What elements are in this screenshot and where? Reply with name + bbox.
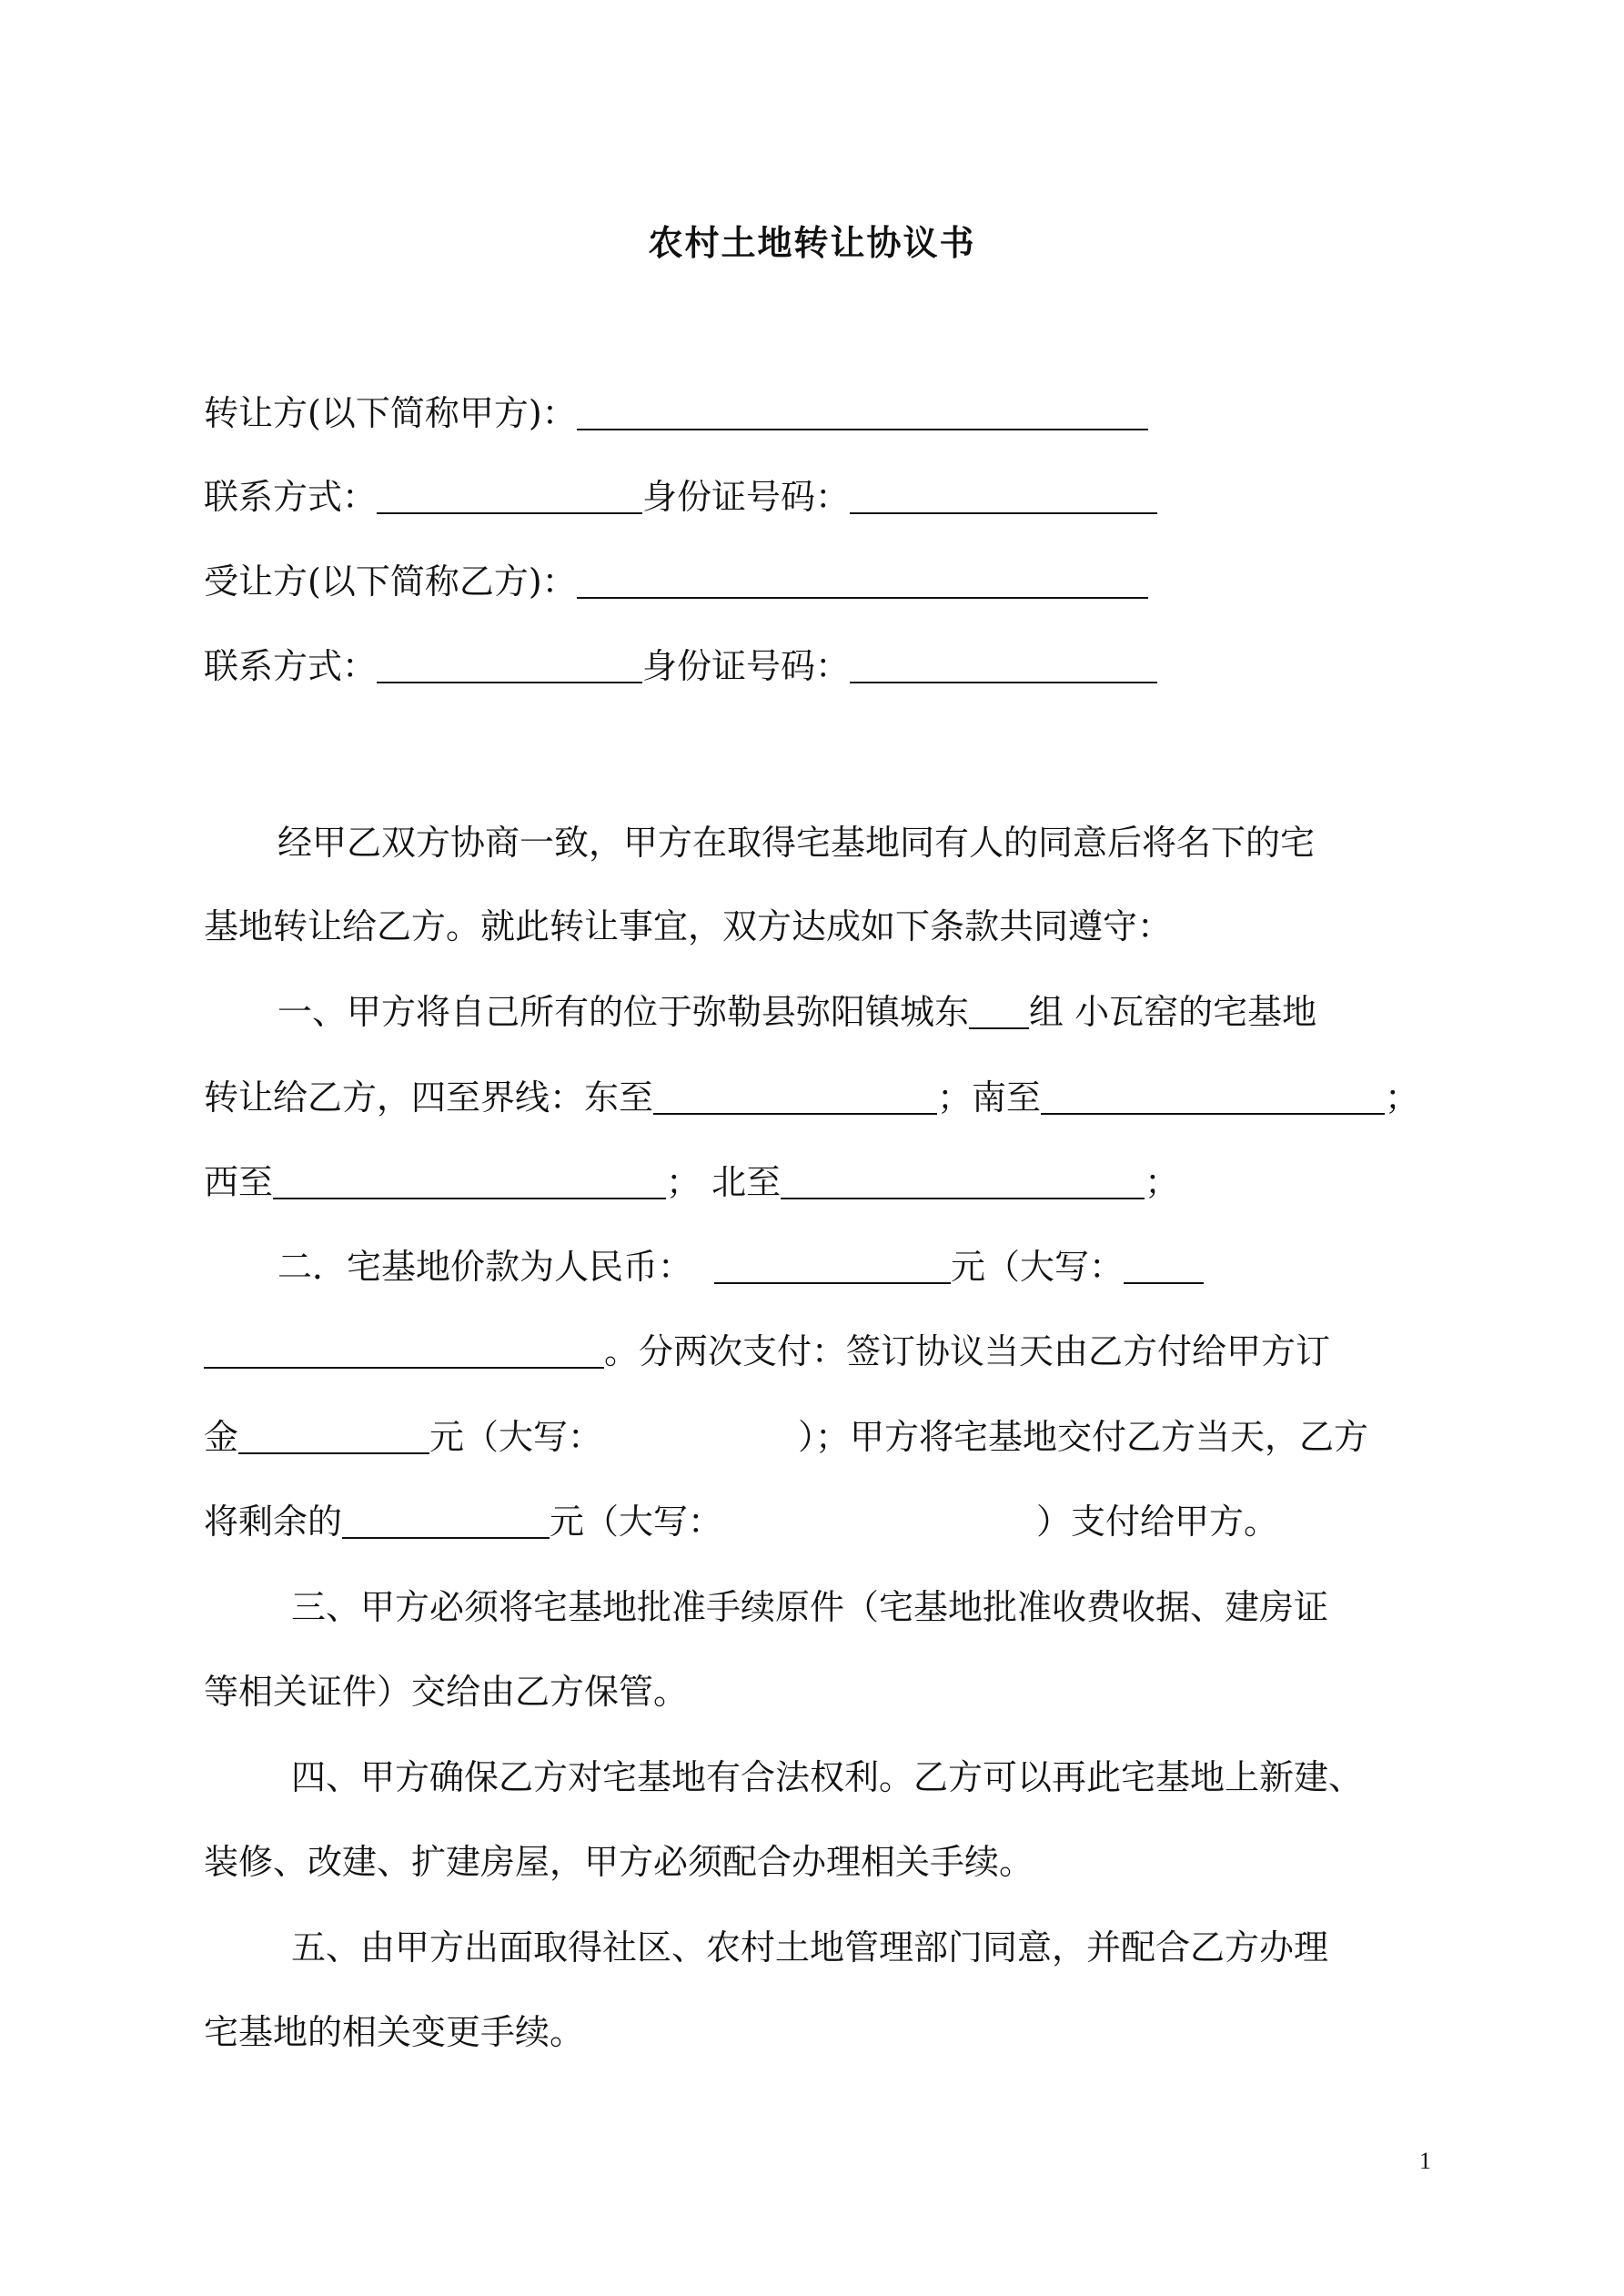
clause2-line-2	[204, 1328, 1432, 1375]
clause5-line-1: 五、由甲方出面取得社区、农村土地管理部门同意，并配合乙方办理	[291, 1927, 1329, 1967]
transferee-contact-line	[204, 642, 1432, 690]
clause1-line-2	[204, 1074, 1432, 1121]
transferee-line	[204, 558, 1432, 605]
transferor-contact-line	[204, 473, 1432, 521]
group-number-blank[interactable]	[969, 995, 1029, 1029]
clause2-text: ）；甲方将宅基地交付乙方当天，乙方	[798, 1417, 1369, 1457]
id-label: 身份证号码：	[642, 477, 851, 517]
clause2-text: ）支付给甲方。	[1036, 1502, 1279, 1542]
clause1-text: 一、甲方将自己所有的位于弥勒县弥阳镇城东	[277, 992, 970, 1032]
transferee-contact-blank[interactable]	[377, 649, 642, 683]
transferor-id-blank[interactable]	[850, 480, 1157, 514]
clause1-text: 组 小瓦窑的宅基地	[1029, 992, 1317, 1032]
clause2-text: 元（大写：	[550, 1502, 723, 1542]
clause2-line-4	[204, 1498, 1432, 1545]
page-number: 1	[1419, 2148, 1431, 2174]
clause1-text: ；	[1385, 1077, 1420, 1118]
price-amount-blank[interactable]	[714, 1249, 951, 1284]
west-boundary-blank[interactable]	[273, 1165, 666, 1199]
clause2-text: 。分两次支付：签订协议当天由乙方付给甲方订	[604, 1331, 1331, 1371]
balance-amount-blank[interactable]	[342, 1504, 550, 1539]
clause2-text: 元（大写：	[951, 1247, 1125, 1287]
clause2-text: 元（大写：	[429, 1417, 603, 1457]
contact-label: 联系方式：	[204, 477, 378, 517]
clause1-text: ；	[1145, 1162, 1180, 1202]
clause1-text: ； 北至	[666, 1162, 782, 1202]
deposit-amount-blank[interactable]	[238, 1420, 429, 1454]
transferor-label: 转让方(以下简称甲方)：	[204, 393, 577, 433]
transferee-name-blank[interactable]	[577, 564, 1148, 599]
clause4-line-2: 装修、改建、扩建房屋，甲方必须配合办理相关手续。	[204, 1842, 1034, 1882]
intro-line-1: 经甲乙双方协商一致，甲方在取得宅基地同有人的同意后将名下的宅	[277, 823, 1316, 863]
price-words-blank[interactable]	[1124, 1249, 1204, 1284]
clause3-line-1: 三、甲方必须将宅基地批准手续原件（宅基地批准收费收据、建房证	[291, 1587, 1329, 1627]
transferor-contact-blank[interactable]	[377, 480, 642, 514]
id-label: 身份证号码：	[642, 646, 851, 686]
clause2-line-1	[277, 1243, 1432, 1290]
clause2-text: 金	[204, 1417, 239, 1457]
transferee-id-blank[interactable]	[850, 649, 1157, 683]
clause1-text: 西至	[204, 1162, 274, 1202]
clause2-text: 二．宅基地价款为人民币：	[277, 1247, 693, 1287]
contact-label: 联系方式：	[204, 646, 378, 686]
intro-line-2: 基地转让给乙方。就此转让事宜，双方达成如下条款共同遵守：	[204, 906, 1173, 946]
clause1-text: 转让给乙方，四至界线：东至	[204, 1077, 654, 1118]
south-boundary-blank[interactable]	[1041, 1080, 1385, 1115]
clause5-line-2: 宅基地的相关变更手续。	[204, 2012, 585, 2052]
clause1-line-1	[277, 988, 1432, 1036]
clause1-line-3	[204, 1158, 1432, 1206]
price-words-continued-blank[interactable]	[204, 1334, 604, 1369]
north-boundary-blank[interactable]	[781, 1165, 1145, 1199]
clause1-text: ；南至	[937, 1077, 1042, 1118]
transferor-name-blank[interactable]	[577, 396, 1148, 430]
east-boundary-blank[interactable]	[653, 1080, 937, 1115]
clause4-line-1: 四、甲方确保乙方对宅基地有合法权利。乙方可以再此宅基地上新建、	[291, 1757, 1364, 1797]
transferee-label: 受让方(以下简称乙方)：	[204, 561, 577, 602]
clause3-line-2: 等相关证件）交给由乙方保管。	[204, 1672, 689, 1712]
document-title: 农村土地转让协议书	[648, 223, 976, 263]
transferor-line	[204, 389, 1432, 437]
clause2-text: 将剩余的	[204, 1502, 343, 1542]
clause2-line-3	[204, 1413, 1432, 1461]
